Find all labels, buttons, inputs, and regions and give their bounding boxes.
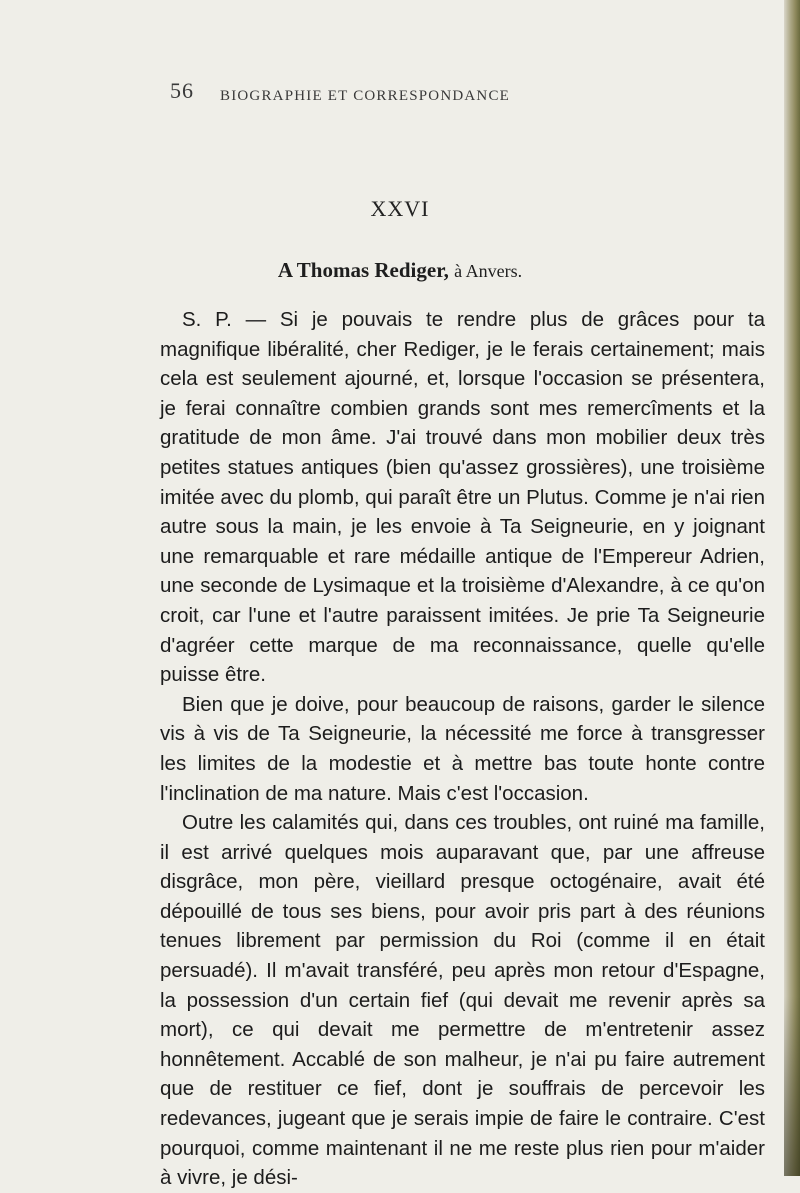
paragraph: S. P. — Si je pouvais te rendre plus de grâces pour ta magnifique libéralité, cher Rediger, je le ferais certainement; mais cela est seulement ajourné, et, lorsque l'occasion se présentera, je ferai connaître combien grands sont mes remercîments et la gratitude de mon âme. J'ai trouvé dans mon mobilier deux très petites statues antiques (bien qu'assez grossières), une troisième imitée avec du plomb, qui paraît être un Plutus. Comme je n'ai rien autre sous la main, je les envoie à Ta Seigneurie, en y joignant une remarquable et rare médaille antique de l'Empereur Adrien, une seconde de Lysimaque et la troisième d'Alexandre, à ce qu'on croit, car l'une et l'autre paraissent imitées. Je prie Ta Seigneurie d'agréer cette marque de ma reconnaissance, quelle qu'elle puisse être. bbox=[160, 308, 765, 687]
page-number: 56 bbox=[170, 78, 194, 103]
paragraph: Outre les calamités qui, dans ces troubles, ont ruiné ma famille, il est arrivé quelques mois auparavant que, par une affreuse disgrâce, mon père, vieillard presque octogénaire, avait été dépouillé de tous ses biens, pour avoir pris part à des réunions tenues librement par permission du Roi (comme il en était persuadé). Il m'avait transféré, peu après mon retour d'Espagne, la possession d'un certain fief (qui devait me revenir après sa mort), ce qui devait me permettre de m'entretenir assez honnêtement. Accablé de son malheur, je n'ai pu faire autrement que de restituer ce fief, dont je souffrais de percevoir les redevances, jugeant que je serais impie de faire le contraire. C'est pourquoi, comme maintenant il ne me reste plus rien pour m'aider à vivre, je dési- bbox=[160, 811, 765, 1190]
running-head: BIOGRAPHIE ET CORRESPONDANCE bbox=[220, 88, 511, 104]
letter-addressee: A Thomas Rediger, bbox=[277, 258, 449, 282]
letter-place: à Anvers. bbox=[454, 261, 523, 281]
letter-number: XXVI bbox=[370, 196, 430, 221]
letter-heading bbox=[0, 258, 800, 283]
page-edge-shadow bbox=[784, 996, 800, 1176]
paragraph: Bien que je doive, pour beaucoup de raisons, garder le silence vis à vis de Ta Seigneurie, la nécessité me force à transgresser les limites de la modestie et à mettre bas toute honte contre l'inclination de ma nature. Mais c'est l'occasion. bbox=[160, 692, 765, 805]
letter-body bbox=[160, 305, 765, 1193]
